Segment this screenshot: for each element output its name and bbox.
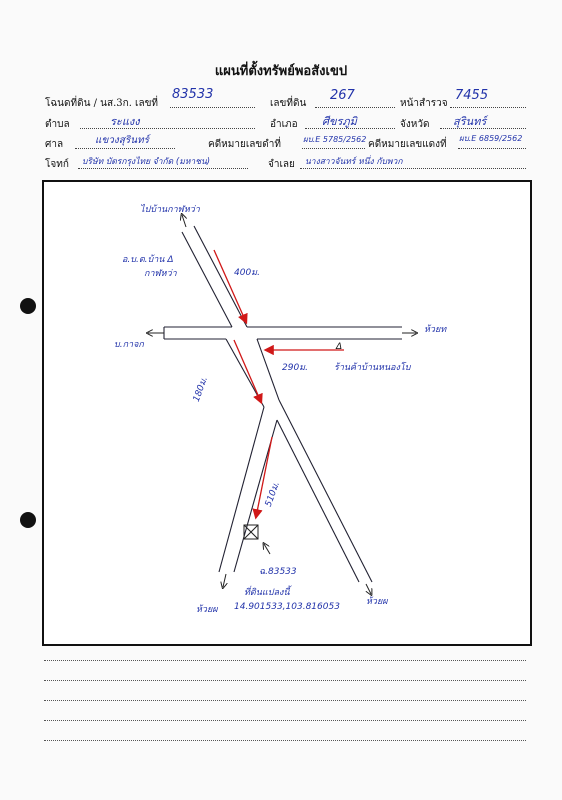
distance-510m: 510ม.: [263, 480, 283, 509]
black-case-label: คดีหมายเลขดำที่: [208, 139, 281, 150]
parcel-note: ที่ดินแปลงนี้: [244, 588, 290, 598]
note-line-4: [44, 720, 526, 721]
punch-hole-bottom: [20, 512, 36, 528]
location-map: [42, 180, 532, 646]
survey-page-label: หน้าสำรวจ: [400, 98, 448, 109]
survey-page-value: 7455: [455, 88, 489, 103]
defendant-label: จำเลย: [268, 159, 295, 170]
punch-hole-top: [20, 298, 36, 314]
label-tambon-office-2: กาฬหว่า: [144, 269, 177, 279]
triangle-marker: Δ: [336, 342, 343, 352]
black-case-value: ผบ.E 5785/2562: [303, 135, 367, 144]
province-label: จังหวัด: [400, 119, 430, 130]
label-southeast-road: ห้วยผ: [366, 597, 388, 607]
province-value: สุรินทร์: [453, 115, 487, 128]
note-line-2: [44, 680, 526, 681]
gps-coordinates: 14.901533,103.816053: [234, 602, 340, 612]
court-value: แขวงสุรินทร์: [95, 135, 150, 146]
red-case-label: คดีหมายเลขแดงที่: [368, 139, 447, 150]
label-west-road: บ.กาจก: [114, 340, 144, 350]
land-no-value: 267: [330, 88, 355, 103]
plaintiff-value: บริษัท บัตรกรุงไทย จำกัด (มหาชน): [82, 157, 211, 167]
plaintiff-label: โจทก์: [45, 159, 69, 170]
distance-400m: 400ม.: [234, 268, 260, 278]
label-southwest-road: ห้วยผ: [196, 605, 218, 615]
note-line-3: [44, 700, 526, 701]
subdistrict-label: ตำบล: [45, 119, 70, 130]
court-label: ศาล: [45, 139, 64, 150]
deed-value: 83533: [172, 87, 214, 102]
parcel-number: ฉ.83533: [259, 567, 297, 577]
distance-290m: 290ม.: [282, 363, 308, 373]
note-line-1: [44, 660, 526, 661]
page-title: แผนที่ตั้งทรัพย์พอสังเขป: [214, 64, 348, 79]
label-tambon-office: อ.บ.ต.บ้าน Δ: [122, 255, 174, 265]
deed-label: โฉนดที่ดิน / นส.3ก. เลขที่: [45, 98, 159, 109]
subdistrict-value: ระแงง: [110, 115, 140, 128]
label-landmark-shop: ร้านค้าบ้านหนองโบ: [334, 363, 411, 373]
district-value: ศีขรภูมิ: [322, 115, 357, 128]
distance-180m: 180ม.: [191, 375, 211, 404]
defendant-value: นางสาวจันทร์ หนึ่ง กับพวก: [305, 157, 403, 167]
label-north-road: ไปบ้านกาฬหว่า: [140, 205, 200, 215]
district-label: อำเภอ: [270, 119, 298, 130]
note-line-5: [44, 740, 526, 741]
land-no-label: เลขที่ดิน: [270, 98, 307, 109]
red-case-value: ผบ.E 6859/2562: [459, 134, 523, 143]
label-east-road: ห้วยท: [424, 325, 447, 335]
